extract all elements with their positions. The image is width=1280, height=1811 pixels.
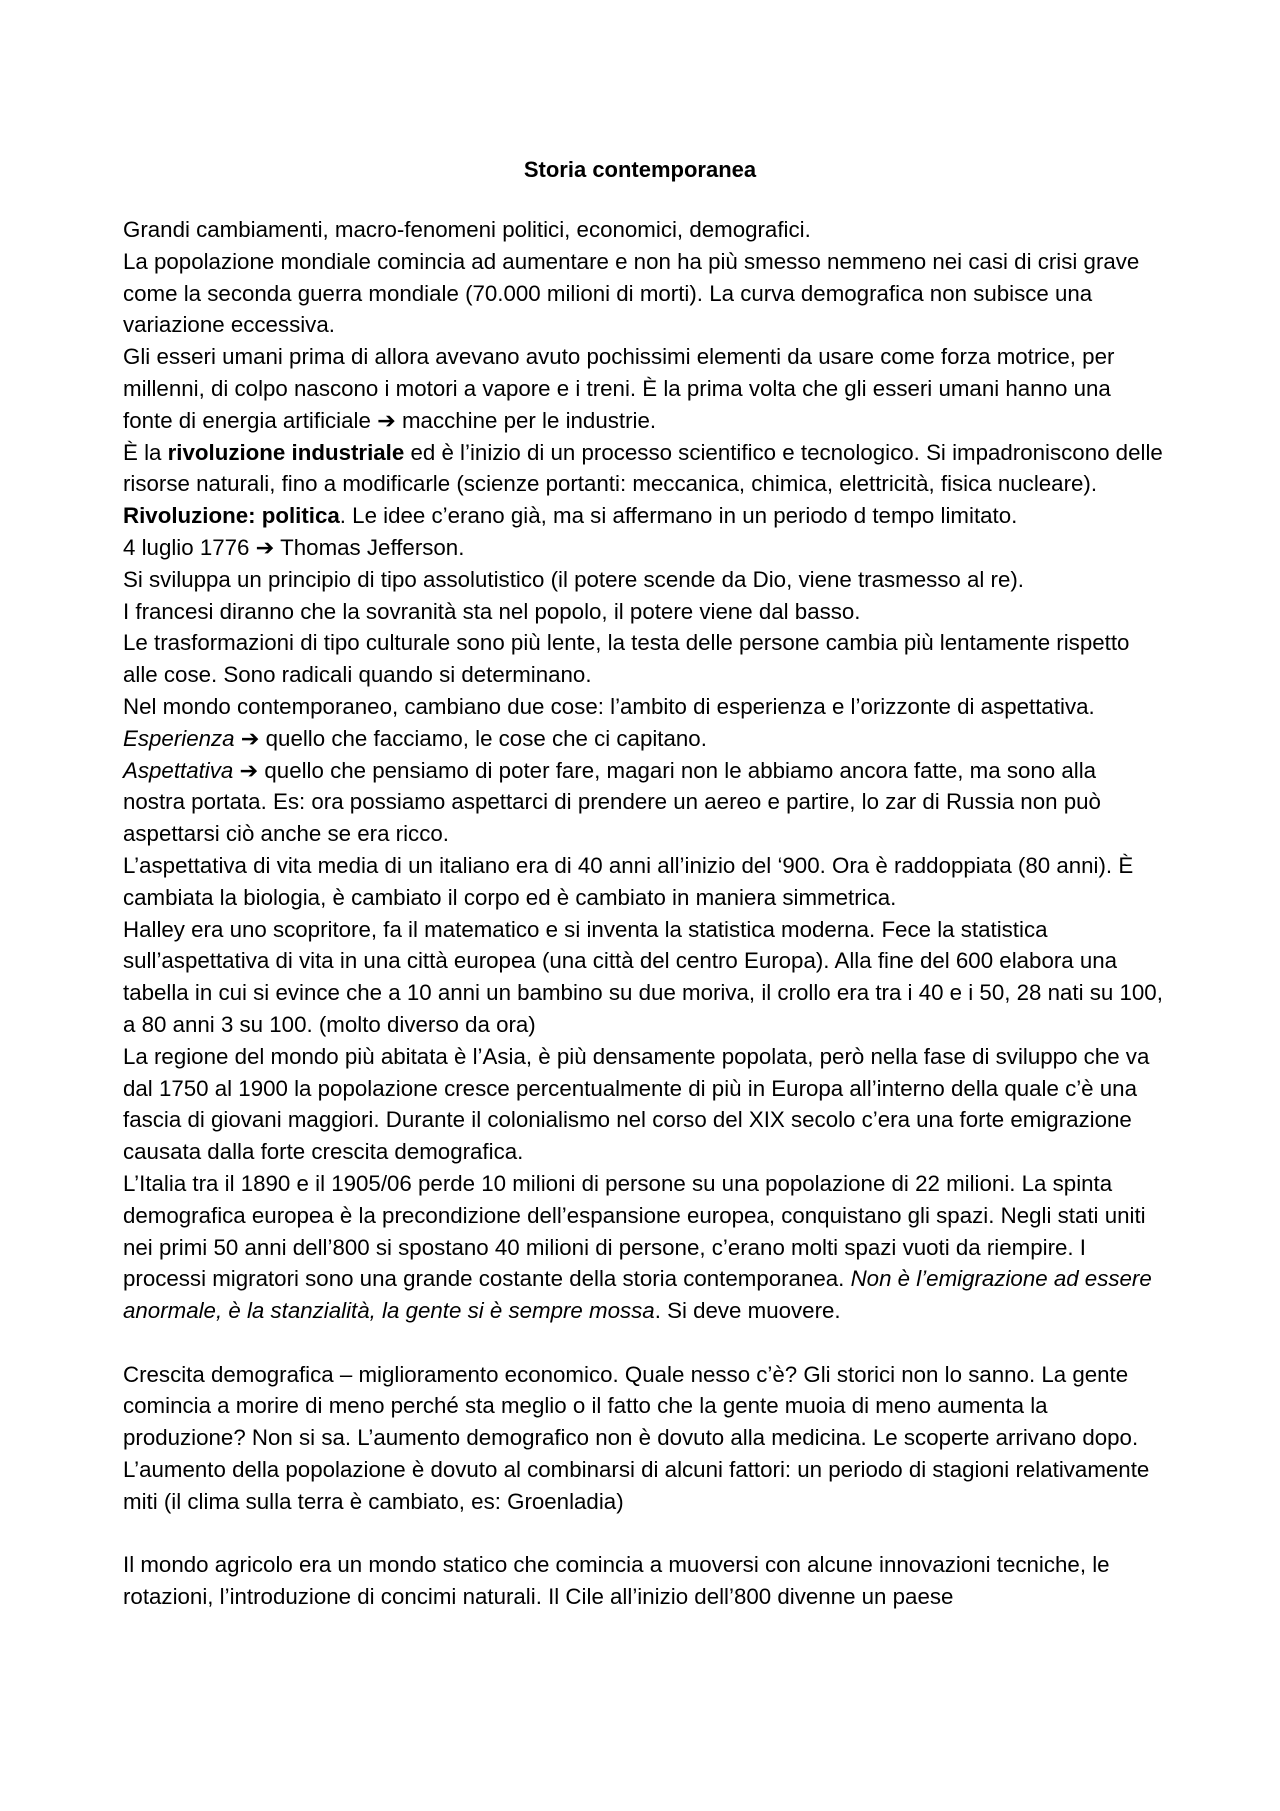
paragraph: L’Italia tra il 1890 e il 1905/06 perde 10 milioni di persone su una popolazione di 22 milioni. La spinta demografica europea è la precondizione dell’espansione europea, conquistano gli spazi. Negli stati uniti nei primi 50 anni dell’800 si spostano 40 milioni di persone, c’erano molti spazi vuoti da riempire. I processi migratori sono una grande costante della storia contemporanea. Non è l’emigrazione ad essere anormale, è la stanzialità, la gente si è sempre mossa. Si deve muovere.: [123, 1170, 1152, 1324]
paragraph: Aspettativa ➔ quello che pensiamo di poter fare, magari non le abbiamo ancora fatte, ma sono alla nostra portata. Es: ora possiamo aspettarci di prendere un aereo e partire, lo zar di Russia non può aspettarsi ciò anche se era ricco.: [123, 757, 1101, 847]
bold-term: Rivoluzione: politica: [123, 503, 340, 529]
paragraph: La popolazione mondiale comincia ad aumentare e non ha più smesso nemmeno nei casi di crisi grave come la seconda guerra mondiale (70.000 milioni di morti). La curva demografica non subisce una variazione eccessiva.: [123, 248, 1140, 338]
paragraph: Nel mondo contemporaneo, cambiano due cose: l’ambito di esperienza e l’orizzonte di aspettativa.: [123, 693, 1095, 719]
paragraph: Halley era uno scopritore, fa il matematico e si inventa la statistica moderna. Fece la statistica sull’aspettativa di vita in una città europea (una città del centro Europa). Alla fine del 600 elabora una tabella in cui si evince che a 10 anni un bambino su due moriva, il crollo era tra i 40 e i 50, 28 nati su 100, a 80 anni 3 su 100. (molto diverso da ora): [123, 916, 1163, 1037]
italic-term: Esperienza: [123, 725, 235, 751]
arrow-icon: ➔: [377, 407, 396, 433]
arrow-icon: ➔: [240, 725, 260, 751]
paragraph: Grandi cambiamenti, macro-fenomeni politici, economici, demografici.: [123, 217, 811, 242]
paragraph: Esperienza ➔ quello che facciamo, le cose che ci capitano.: [123, 725, 707, 751]
paragraph: È la rivoluzione industriale ed è l’inizio di un processo scientifico e tecnologico. Si impadroniscono delle risorse naturali, fino a modificarle (scienze portanti: meccanica, chimica, elettricità, fisica nucleare).: [123, 439, 1163, 497]
paragraph: I francesi diranno che la sovranità sta nel popolo, il potere viene dal basso.: [123, 598, 861, 624]
paragraph: Le trasformazioni di tipo culturale sono più lente, la testa delle persone cambia più lentamente rispetto alle cose. Sono radicali quando si determinano.: [123, 630, 1130, 688]
paragraph: Crescita demografica – miglioramento economico. Quale nesso c’è? Gli storici non lo sanno. La gente comincia a morire di meno perché sta meglio o il fatto che la gente muoia di meno aumenta la produzione? Non si sa. L’aumento demografico non è dovuto alla medicina. Le scoperte arrivano dopo. L’aumento della popolazione è dovuto al combinarsi di alcuni fattori: un periodo di stagioni relativamente miti (il clima sulla terra è cambiato, es: Groenladia): [123, 1361, 1150, 1514]
arrow-icon: ➔: [239, 757, 259, 783]
bold-term: rivoluzione industriale: [167, 439, 405, 465]
paragraph: Gli esseri umani prima di allora avevano avuto pochissimi elementi da usare come forza motrice, per millenni, di colpo nascono i motori a vapore e i treni. È la prima volta che gli esseri umani hanno una fonte di energia artificiale ➔ macchine per le industrie.: [123, 344, 1115, 433]
document-body: [123, 214, 1163, 1613]
paragraph: L’aspettativa di vita media di un italiano era di 40 anni all’inizio del ‘900. Ora è raddoppiata (80 anni). È cambiata la biologia, è cambiato il corpo ed è cambiato in maniera simmetrica.: [123, 852, 1134, 910]
italic-quote: Non è l’emigrazione ad essere anormale, è la stanzialità, la gente si è sempre mossa: [123, 1266, 1152, 1324]
arrow-icon: ➔: [255, 534, 275, 560]
document-title: Storia contemporanea: [523, 157, 757, 182]
italic-term: Aspettativa: [123, 757, 234, 783]
paragraph: Il mondo agricolo era un mondo statico che comincia a muoversi con alcune innovazioni tecniche, le rotazioni, l’introduzione di concimi naturali. Il Cile all’inizio dell’800 divenne un paese: [123, 1552, 1110, 1610]
paragraph: Rivoluzione: politica. Le idee c’erano già, ma si affermano in un periodo d tempo limitato.: [123, 503, 1018, 529]
paragraph: La regione del mondo più abitata è l’Asia, è più densamente popolata, però nella fase di sviluppo che va dal 1750 al 1900 la popolazione cresce percentualmente di più in Europa all’interno della quale c’è una fascia di giovani maggiori. Durante il colonialismo nel corso del XIX secolo c’era una forte emigrazione causata dalla forte crescita demografica.: [123, 1043, 1150, 1165]
paragraph-spacer: [123, 1327, 1163, 1359]
paragraph: 4 luglio 1776 ➔ Thomas Jefferson.: [123, 534, 465, 560]
paragraph-spacer: [123, 1518, 1163, 1550]
paragraph: Si sviluppa un principio di tipo assolutistico (il potere scende da Dio, viene trasmesso al re).: [123, 566, 1024, 592]
